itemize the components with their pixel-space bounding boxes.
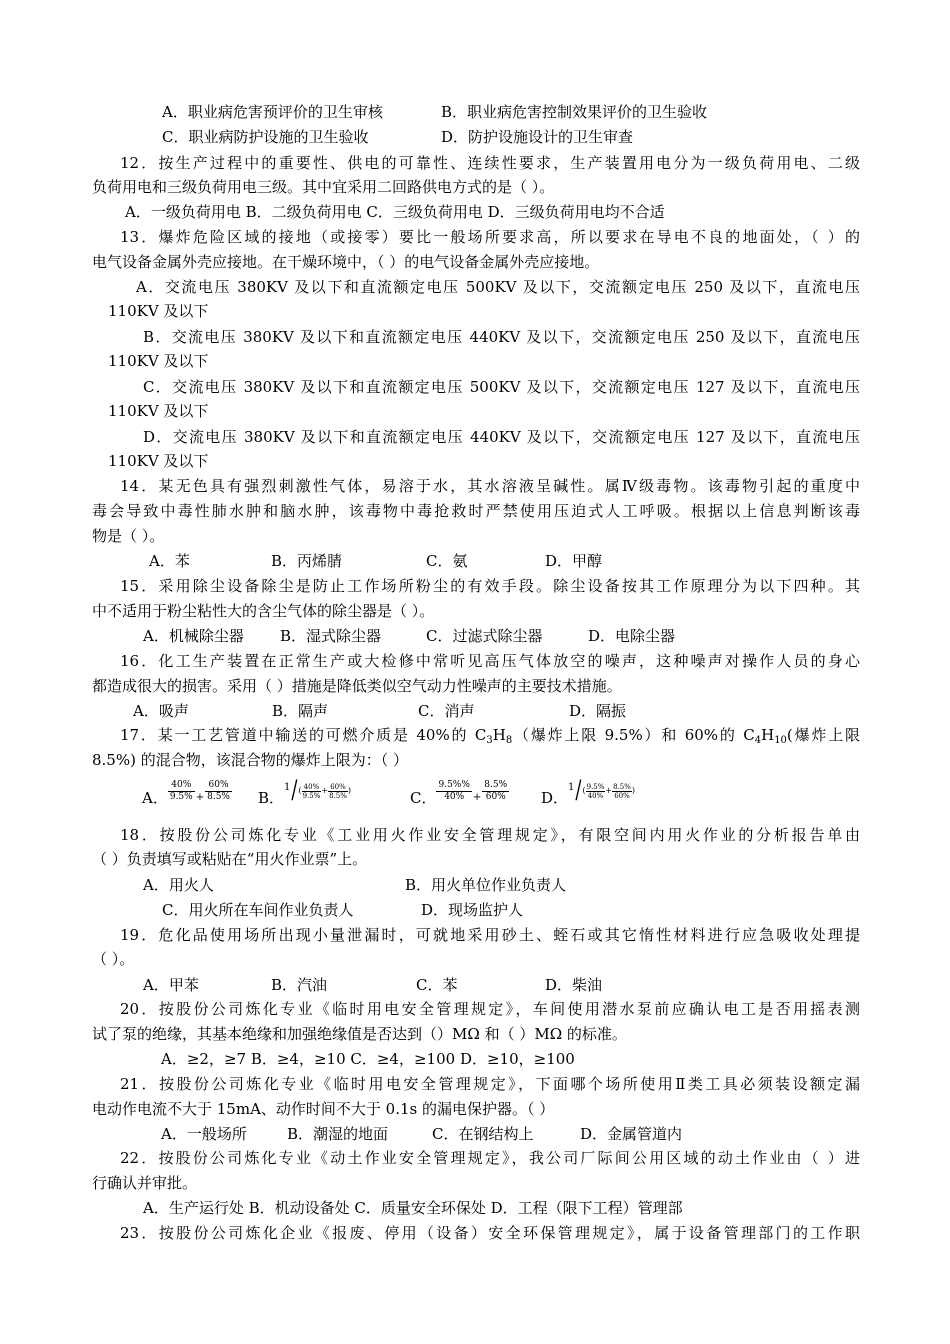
q17-stem-line2: 8.5%) 的混合物，该混合物的爆炸上限为：（ ） bbox=[92, 751, 408, 769]
q17-option-c: C． $\frac{9.5\%\%}{40\%}$ + $\frac{8.5\%}{60\%}$ bbox=[410, 779, 508, 807]
q14-option-a: A．苯 bbox=[149, 552, 190, 570]
q14-option-b: B．丙烯腈 bbox=[271, 552, 343, 570]
q12-stem-line2: 负荷用电和三级负荷用电三级。其中宜采用二回路供电方式的是（ ）。 bbox=[92, 178, 555, 196]
q20-stem-line2: 试了泵的绝缘，其基本绝缘和加强绝缘值是否达到（）MΩ 和（ ）MΩ 的标准。 bbox=[92, 1025, 627, 1043]
q14-stem-line1: 14．某无色具有强烈刺激性气体，易溶于水，其水溶液呈碱性。属Ⅳ级毒物。该毒物引起的重度中 bbox=[120, 477, 860, 495]
q14-stem-line2: 毒会导致中毒性肺水肿和脑水肿，该毒物中毒抢救时严禁使用压迫式人工呼吸。根据以上信息判断该毒 bbox=[92, 502, 860, 520]
q21-option-c: C．在钢结构上 bbox=[432, 1125, 534, 1143]
q16-option-a: A．吸声 bbox=[133, 702, 189, 720]
q19-option-c: C．苯 bbox=[416, 976, 458, 994]
q18-stem-line2: （ ）负责填写或粘贴在“用火作业票”上。 bbox=[92, 850, 368, 868]
q12-stem-line1: 12．按生产过程中的重要性、供电的可靠性、连续性要求，生产装置用电分为一级负荷用电、二级 bbox=[120, 154, 860, 172]
q16-stem-line1: 16．化工生产装置在正常生产或大检修中常听见高压气体放空的噪声，这种噪声对操作人员的身心 bbox=[120, 652, 860, 670]
q13-option-b-line2: 110KV 及以下 bbox=[108, 352, 209, 370]
q16-stem-line2: 都造成很大的损害。采用（ ）措施是降低类似空气动力性噪声的主要技术措施。 bbox=[92, 677, 622, 695]
q19-stem-line1: 19．危化品使用场所出现小量泄漏时，可就地采用砂土、蛭石或其它惰性材料进行应急吸收处理提 bbox=[120, 926, 860, 944]
q19-option-d: D．柴油 bbox=[545, 976, 603, 994]
q18-option-c: C．用火所在车间作业负责人 bbox=[162, 901, 354, 919]
q11-option-b: B．职业病危害控制效果评价的卫生验收 bbox=[441, 103, 708, 121]
q15-option-c: C．过滤式除尘器 bbox=[426, 627, 543, 645]
q23-stem-line1: 23．按股份公司炼化企业《报废、停用（设备）安全环保管理规定》，属于设备管理部门的工作职 bbox=[120, 1224, 860, 1242]
q13-option-c-line1: C．交流电压 380KV 及以下和直流额定电压 500KV 及以下，交流额定电压 127 及以下，直流电压 bbox=[143, 378, 860, 396]
q17-option-a: A． $\frac{40\%}{9.5\%}$ + $\frac{60\%}{8.5\%}$ bbox=[142, 779, 230, 807]
q17-stem-line1: 17．某一工艺管道中输送的可燃介质是 40%的 $C_3H_8$（爆炸上限 9.5%）和 60%的 $C_4H_{10}$(爆炸上限 bbox=[120, 726, 860, 746]
q13-stem-line2: 电气设备金属外壳应接地。在干燥环境中，（ ）的电气设备金属外壳应接地。 bbox=[92, 253, 600, 271]
q14-option-c: C．氨 bbox=[426, 552, 468, 570]
q11-option-a: A．职业病危害预评价的卫生审核 bbox=[162, 103, 383, 121]
q12-options: A．一级负荷用电 B．二级负荷用电 C．三级负荷用电 D．三级负荷用电均不合适 bbox=[125, 203, 665, 221]
q13-option-a-line2: 110KV 及以下 bbox=[108, 302, 209, 320]
q17-option-d: D．1/( $\frac{9.5\%}{40\%}$ + $\frac{8.5\%}{60\%}$ ) bbox=[541, 775, 636, 807]
q16-option-d: D．隔振 bbox=[569, 702, 627, 720]
q20-stem-line1: 20．按股份公司炼化专业《临时用电安全管理规定》，车间使用潜水泵前应确认电工是否用摇表测 bbox=[120, 1000, 860, 1018]
q21-option-d: D．金属管道内 bbox=[580, 1125, 683, 1143]
q18-option-b: B．用火单位作业负责人 bbox=[405, 876, 567, 894]
q13-stem-line1: 13．爆炸危险区域的接地（或接零）要比一般场所要求高，所以要求在导电不良的地面处，（ ）的 bbox=[120, 228, 860, 246]
q21-option-a: A．一般场所 bbox=[161, 1125, 247, 1143]
q21-option-b: B．潮湿的地面 bbox=[287, 1125, 389, 1143]
q18-stem-line1: 18．按股份公司炼化专业《工业用火作业安全管理规定》，有限空间内用火作业的分析报告单由 bbox=[120, 826, 860, 844]
q22-stem-line1: 22．按股份公司炼化专业《动土作业安全管理规定》，我公司厂际间公用区域的动土作业由（ ）进 bbox=[120, 1149, 860, 1167]
q22-options: A．生产运行处 B．机动设备处 C．质量安全环保处 D．工程（限下工程）管理部 bbox=[143, 1199, 683, 1217]
q13-option-c-line2: 110KV 及以下 bbox=[108, 402, 209, 420]
q11-option-c: C．职业病防护设施的卫生验收 bbox=[162, 128, 369, 146]
q22-stem-line2: 行确认并审批。 bbox=[92, 1174, 198, 1192]
q13-option-d-line2: 110KV 及以下 bbox=[108, 452, 209, 470]
q15-option-d: D．电除尘器 bbox=[588, 627, 676, 645]
q15-option-a: A．机械除尘器 bbox=[143, 627, 244, 645]
q21-stem-line2: 电动作电流不大于 15mA、动作时间不大于 0.1s 的漏电保护器。（ ） bbox=[92, 1100, 555, 1118]
q11-option-d: D．防护设施设计的卫生审查 bbox=[441, 128, 634, 146]
q19-option-a: A．甲苯 bbox=[143, 976, 199, 994]
q20-options: A．≥2，≥7 B．≥4，≥10 C．≥4，≥100 D．≥10，≥100 bbox=[161, 1050, 575, 1068]
q14-option-d: D．甲醇 bbox=[545, 552, 603, 570]
q15-stem-line1: 15．采用除尘设备除尘是防止工作场所粉尘的有效手段。除尘设备按其工作原理分为以下四种。其 bbox=[120, 577, 860, 595]
q13-option-a-line1: A．交流电压 380KV 及以下和直流额定电压 500KV 及以下，交流额定电压 250 及以下，直流电压 bbox=[136, 278, 860, 296]
q16-option-b: B．隔声 bbox=[272, 702, 329, 720]
q19-option-b: B．汽油 bbox=[271, 976, 328, 994]
q19-stem-line2: （ ）。 bbox=[92, 950, 135, 968]
q13-option-d-line1: D．交流电压 380KV 及以下和直流额定电压 440KV 及以下，交流额定电压 127 及以下，直流电压 bbox=[143, 428, 860, 446]
q21-stem-line1: 21．按股份公司炼化专业《临时用电安全管理规定》，下面哪个场所使用Ⅱ类工具必须装设额定漏 bbox=[120, 1075, 860, 1093]
q15-option-b: B．湿式除尘器 bbox=[280, 627, 382, 645]
q14-stem-line3: 物是（ ）。 bbox=[92, 527, 165, 545]
q13-option-b-line1: B．交流电压 380KV 及以下和直流额定电压 440KV 及以下，交流额定电压 250 及以下，直流电压 bbox=[143, 328, 860, 346]
q15-stem-line2: 中不适用于粉尘粘性大的含尘气体的除尘器是（ ）。 bbox=[92, 602, 435, 620]
q17-option-b: B．1/( $\frac{40\%}{9.5\%}$ + $\frac{60\%}{8.5\%}$ ) bbox=[258, 775, 352, 807]
q16-option-c: C．消声 bbox=[418, 702, 475, 720]
q18-option-d: D．现场监护人 bbox=[421, 901, 524, 919]
q18-option-a: A．用火人 bbox=[143, 876, 214, 894]
